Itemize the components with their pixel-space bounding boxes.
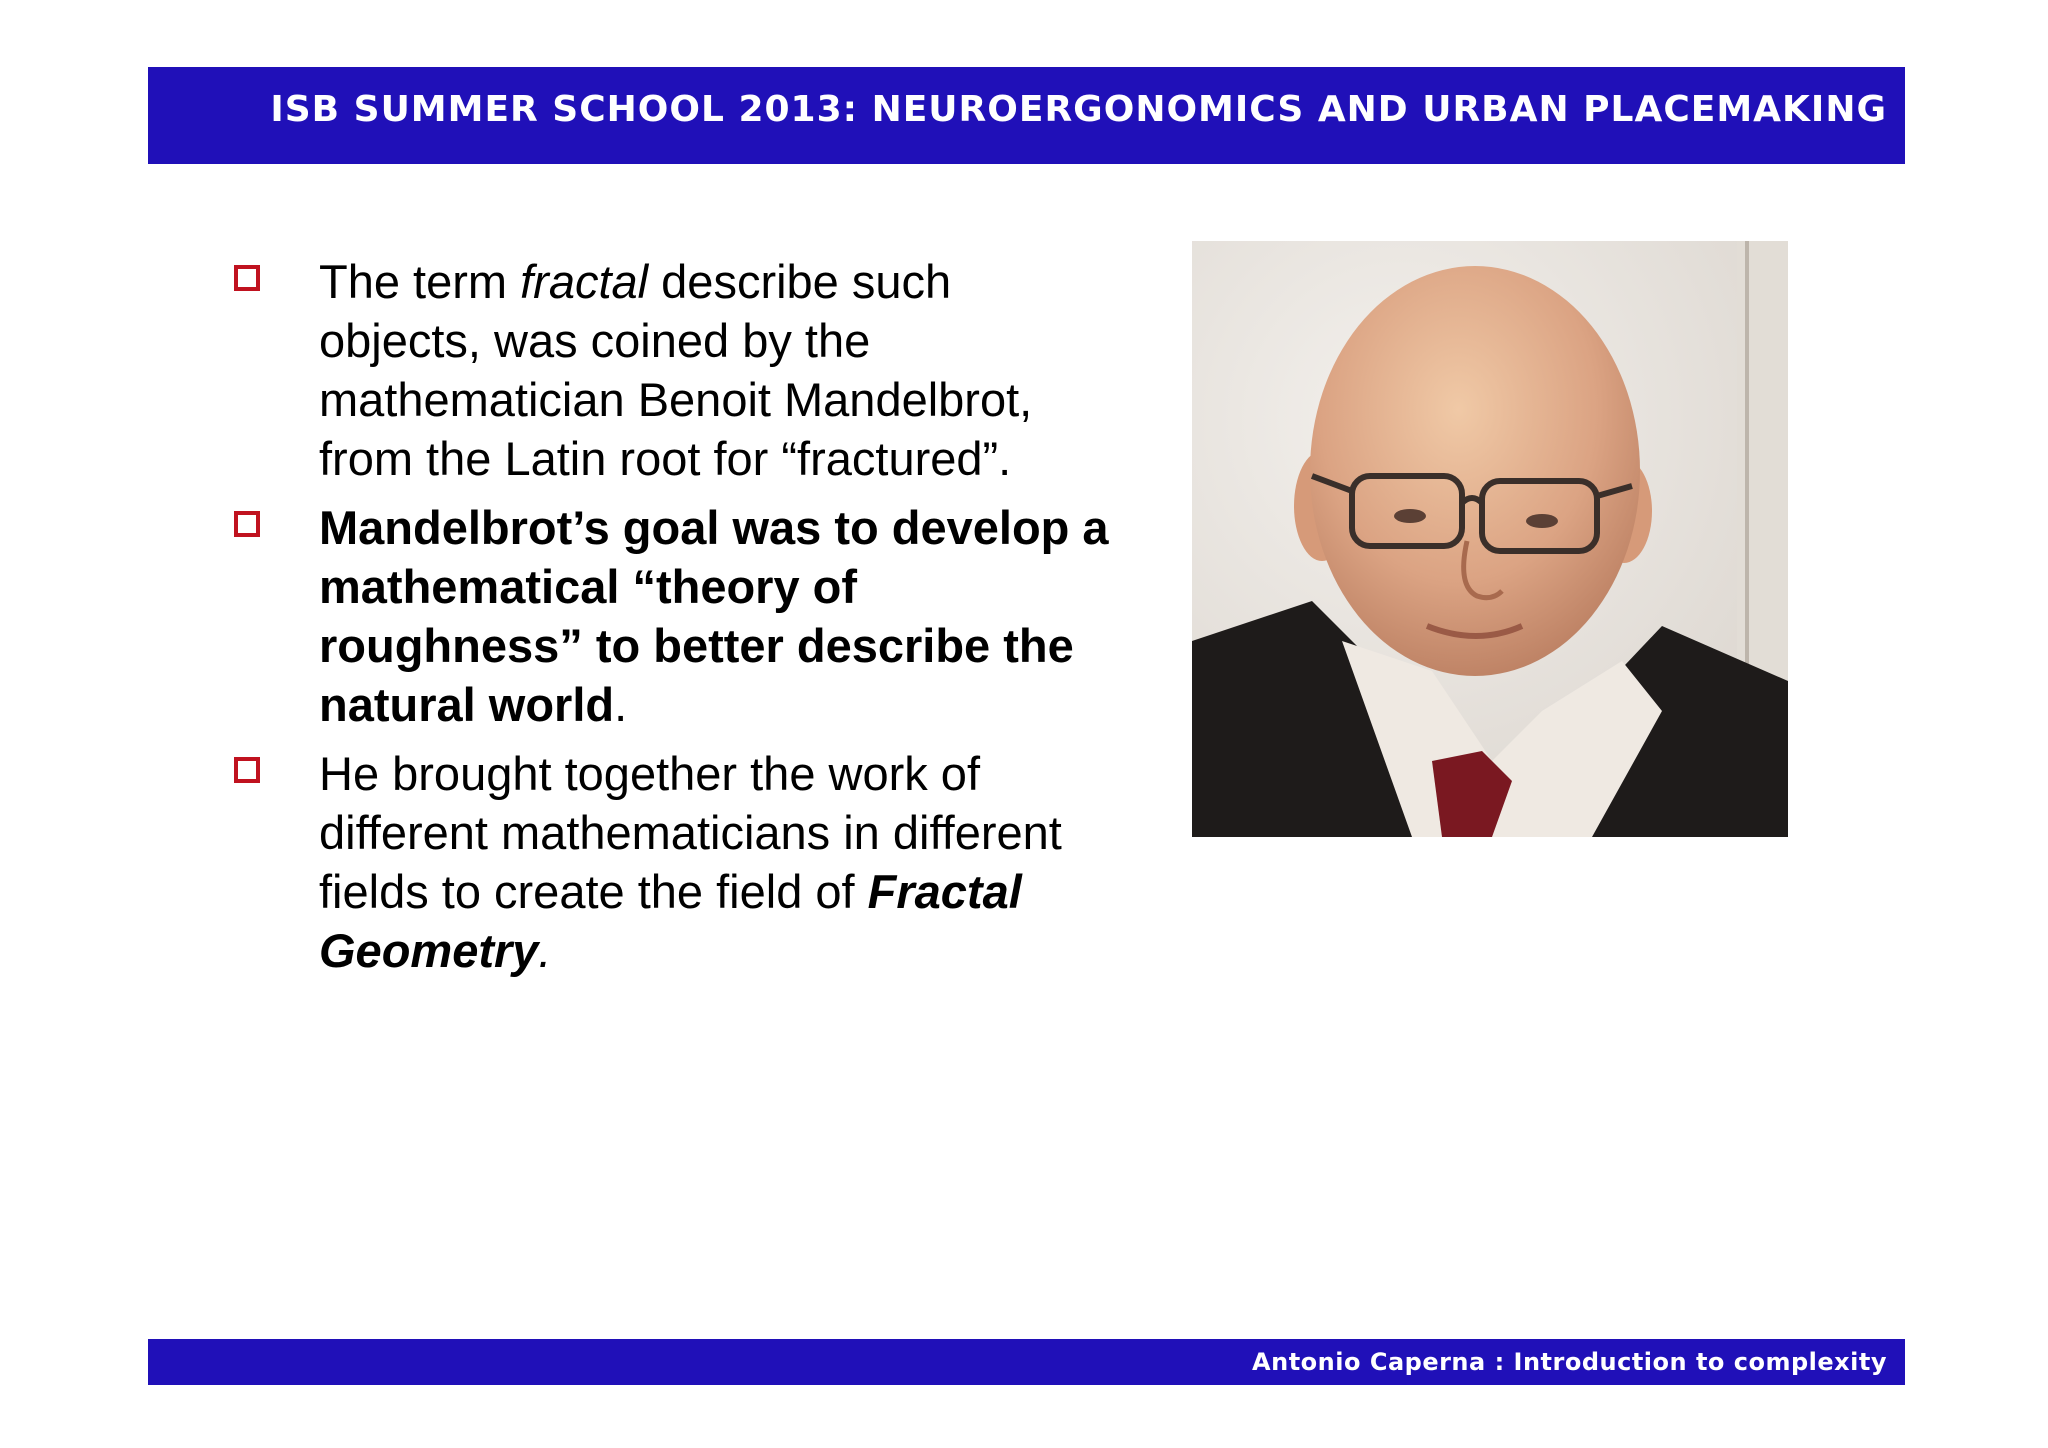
bullet-text: The term fractal describe such objects, was coined by the mathematician Benoit Mandelbrot, from the Latin root for “fractured”. xyxy=(319,255,1033,485)
bullet-item xyxy=(230,498,1110,734)
bullet-item xyxy=(230,744,1110,980)
checkbox-bullet-icon xyxy=(234,511,260,537)
emphasis-goal: Mandelbrot’s goal was to develop a mathematical “theory of roughness” to better describe the natural world xyxy=(319,501,1109,731)
header-bar xyxy=(148,67,1905,164)
bullet-text: He brought together the work of different mathematicians in different fields to create the field of Fractal Geometry. xyxy=(319,747,1062,977)
slide-title: ISB SUMMER SCHOOL 2013: NEUROERGONOMICS AND URBAN PLACEMAKING xyxy=(270,89,1887,130)
emphasis-fractal-geometry: Fractal Geometry xyxy=(319,865,1022,977)
portrait-photo-icon xyxy=(1192,241,1788,837)
bullet-item xyxy=(230,252,1110,488)
footer-bar xyxy=(148,1339,1905,1385)
bullet-list xyxy=(230,252,1110,990)
checkbox-bullet-icon xyxy=(234,265,260,291)
checkbox-bullet-icon xyxy=(234,757,260,783)
emphasis-fractal: fractal xyxy=(520,255,649,308)
footer-credit: Antonio Caperna : Introduction to complexity xyxy=(1252,1348,1887,1376)
bullet-text: Mandelbrot’s goal was to develop a mathematical “theory of roughness” to better describe the natural world. xyxy=(319,501,1109,731)
